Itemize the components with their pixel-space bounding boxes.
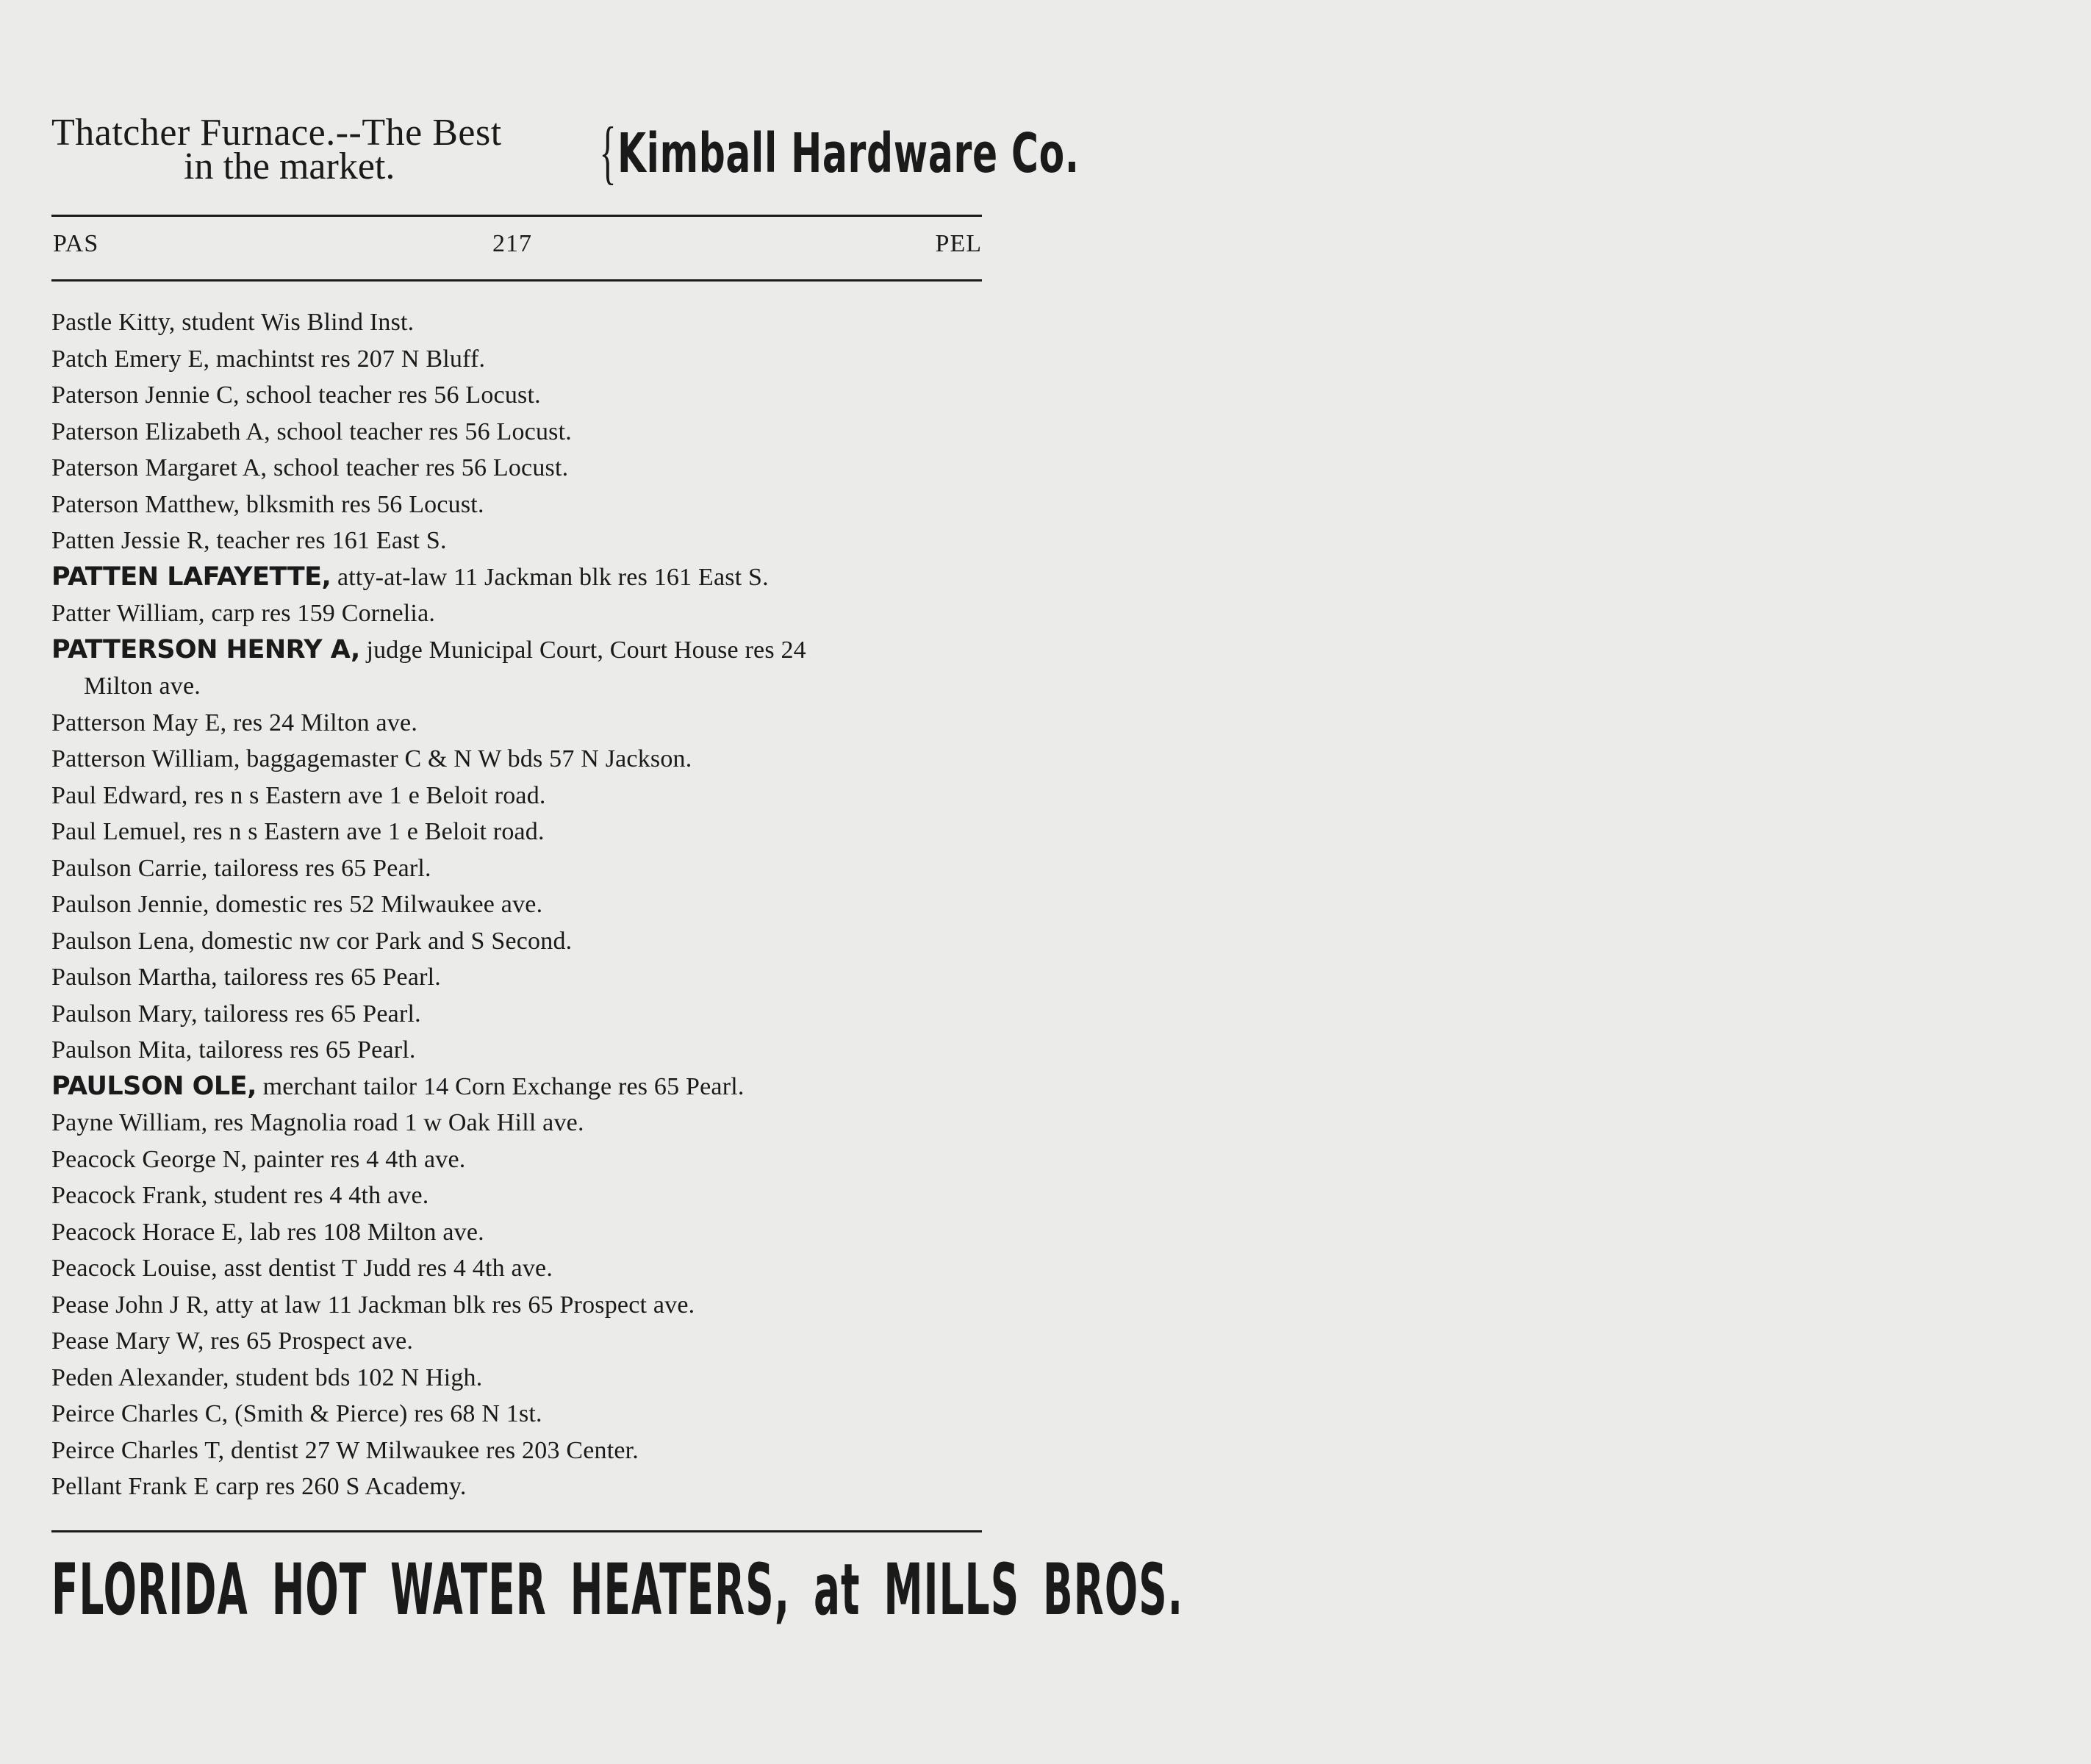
- hardware-ad: Kimball Hardware Co.: [617, 122, 1080, 185]
- top-advertisement: [51, 110, 1080, 213]
- directory-entry: [51, 1069, 1000, 1105]
- directory-entry: [51, 1360, 1000, 1396]
- entry-name-bold: PATTEN LAFAYETTE,: [51, 562, 331, 592]
- directory-entry: [51, 959, 1000, 996]
- directory-entry: [51, 1214, 1000, 1251]
- entry-text: Paterson Matthew, blksmith res 56 Locust.: [51, 490, 484, 518]
- header-range-end: PEL: [935, 230, 982, 257]
- directory-entries: [51, 304, 1000, 1505]
- directory-entry: [51, 1141, 1000, 1178]
- entry-text: Peacock Horace E, lab res 108 Milton ave.: [51, 1218, 484, 1246]
- directory-entry: [51, 850, 1000, 887]
- entry-text: Paterson Jennie C, school teacher res 56 Locust.: [51, 381, 541, 409]
- entry-text: judge Municipal Court, Court House res 24: [359, 636, 806, 664]
- entry-text: Patter William, carp res 159 Cornelia.: [51, 600, 436, 627]
- entry-text: merchant tailor 14 Corn Exchange res 65 Pearl.: [256, 1072, 745, 1100]
- ad-brace: {: [599, 112, 617, 191]
- directory-entry: [51, 487, 1000, 523]
- directory-entry: [51, 1433, 1000, 1469]
- directory-entry: [51, 1177, 1000, 1214]
- directory-entry: [51, 1250, 1000, 1287]
- directory-entry: [51, 923, 1000, 960]
- rule-top: [51, 215, 982, 217]
- directory-entry: [51, 741, 1000, 778]
- entry-text: Payne William, res Magnolia road 1 w Oak Hill ave.: [51, 1109, 584, 1136]
- entry-text: Peacock Louise, asst dentist T Judd res 4 4th ave.: [51, 1255, 553, 1282]
- directory-entry: [51, 341, 1000, 378]
- entry-text: atty-at-law 11 Jackman blk res 161 East S.: [331, 563, 769, 591]
- entry-text: Paulson Mita, tailoress res 65 Pearl.: [51, 1036, 416, 1064]
- directory-entry: [51, 523, 1000, 559]
- directory-entry: [51, 1287, 1000, 1324]
- entry-text: Pease John J R, atty at law 11 Jackman blk res 65 Prospect ave.: [51, 1291, 695, 1319]
- entry-text: Patten Jessie R, teacher res 161 East S.: [51, 527, 447, 554]
- directory-entry: [51, 1396, 1000, 1433]
- furnace-ad-line-1: Thatcher Furnace.--The Best: [51, 112, 502, 154]
- directory-entry: [51, 450, 1000, 487]
- entry-text: Paulson Martha, tailoress res 65 Pearl.: [51, 964, 441, 991]
- directory-entry: [51, 1032, 1000, 1069]
- directory-entry: [51, 414, 1000, 451]
- entry-text: Paulson Jennie, domestic res 52 Milwaukee ave.: [51, 891, 543, 918]
- directory-entry: [51, 632, 982, 705]
- entry-text: Paul Lemuel, res n s Eastern ave 1 e Beloit road.: [51, 818, 545, 845]
- directory-entry: [51, 996, 1000, 1033]
- entry-text: Paulson Mary, tailoress res 65 Pearl.: [51, 1000, 421, 1028]
- entry-text: Peacock George N, painter res 4 4th ave.: [51, 1145, 466, 1173]
- directory-entry: [51, 304, 1000, 341]
- entry-text: Peden Alexander, student bds 102 N High.: [51, 1363, 483, 1391]
- entry-text: Paterson Margaret A, school teacher res 56 Locust.: [51, 454, 569, 481]
- entry-name-bold: PAULSON OLE,: [51, 1071, 257, 1101]
- entry-text: Pastle Kitty, student Wis Blind Inst.: [51, 309, 415, 336]
- directory-entry: [51, 778, 1000, 814]
- directory-entry: [51, 559, 1000, 596]
- header-range-start: PAS: [53, 230, 99, 257]
- entry-text: Patterson May E, res 24 Milton ave.: [51, 709, 418, 736]
- entry-text: Patch Emery E, machintst res 207 N Bluff.: [51, 345, 486, 373]
- entry-text: Patterson William, baggagemaster C & N W bds 57 N Jackson.: [51, 745, 692, 772]
- entry-name-bold: PATTERSON HENRY A,: [51, 634, 360, 664]
- directory-entry: [51, 1469, 1000, 1505]
- entry-text: Paulson Lena, domestic nw cor Park and S Second.: [51, 927, 573, 955]
- furnace-ad: [51, 112, 595, 187]
- rule-bottom: [51, 1530, 982, 1532]
- directory-entry: [51, 886, 1000, 923]
- directory-entry: [51, 1323, 1000, 1360]
- rule-below-header: [51, 279, 982, 282]
- directory-entry: [51, 705, 1000, 742]
- entry-continuation: Milton ave.: [84, 673, 201, 700]
- entry-text: Peirce Charles C, (Smith & Pierce) res 68 N 1st.: [51, 1400, 542, 1427]
- entry-text: Paterson Elizabeth A, school teacher res 56 Locust.: [51, 417, 572, 445]
- entry-text: Peacock Frank, student res 4 4th ave.: [51, 1182, 429, 1209]
- directory-entry: [51, 1105, 1000, 1141]
- entry-text: Paulson Carrie, tailoress res 65 Pearl.: [51, 854, 431, 882]
- directory-entry: [51, 814, 1000, 850]
- bottom-advertisement: [51, 1549, 1184, 1631]
- entry-text: Paul Edward, res n s Eastern ave 1 e Beloit road.: [51, 781, 546, 809]
- entry-text: Pease Mary W, res 65 Prospect ave.: [51, 1327, 414, 1355]
- furnace-ad-line-2: in the market.: [184, 146, 395, 187]
- directory-entry: [51, 377, 1000, 414]
- directory-page: [51, 0, 1184, 1764]
- directory-entry: [51, 595, 1000, 632]
- heater-ad-text: FLORIDA HOT WATER HEATERS, at MILLS BROS.: [51, 1549, 1184, 1631]
- page-number: 217: [492, 230, 532, 257]
- entry-text: Pellant Frank E carp res 260 S Academy.: [51, 1473, 467, 1500]
- entry-text: Peirce Charles T, dentist 27 W Milwaukee res 203 Center.: [51, 1436, 639, 1464]
